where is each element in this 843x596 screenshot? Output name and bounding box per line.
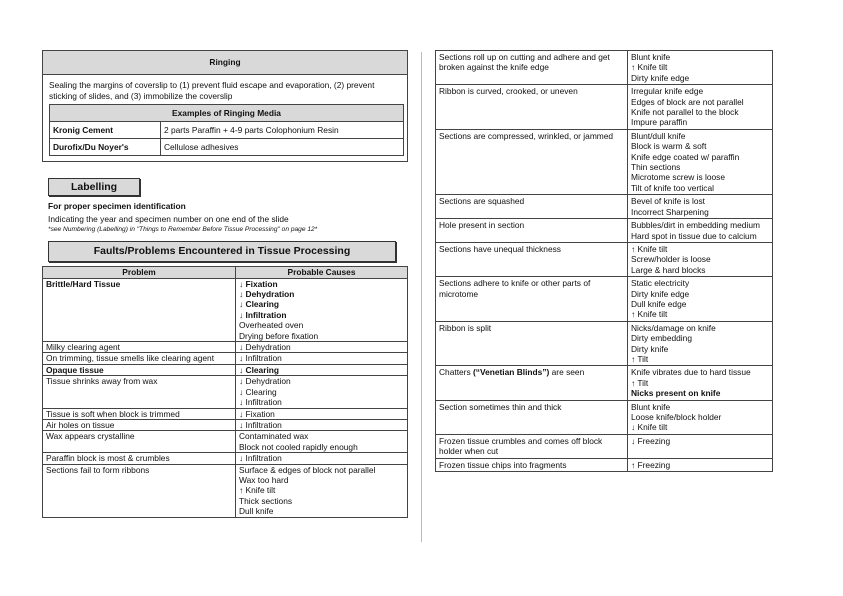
causes-cell	[628, 458, 773, 471]
cause-item: ↓ Clearing	[239, 386, 277, 397]
problem-cell: Sections have unequal thickness	[436, 242, 628, 276]
problem-cell: Sections are squashed	[436, 195, 628, 219]
table-row	[436, 129, 773, 194]
cause-item: ↑ Tilt	[631, 377, 649, 388]
problem-cell: Paraffin block is most & crumbles	[43, 453, 236, 464]
cause-item: ↓ Fixation	[239, 278, 278, 289]
causes-cell	[236, 431, 408, 453]
cause-item: ↓ Dehydration	[239, 342, 291, 353]
causes-cell	[236, 353, 408, 364]
left-column	[42, 50, 408, 518]
table-row	[43, 353, 408, 364]
causes-cell	[628, 195, 773, 219]
cause-item: ↓ Knife tilt	[631, 422, 668, 433]
cause-item: ↓ Infiltration	[239, 397, 282, 408]
cause-item: Bevel of knife is lost	[631, 196, 706, 207]
cause-item: ↑ Freezing	[631, 459, 671, 470]
table-row	[43, 342, 408, 353]
table-row	[436, 434, 773, 458]
problem-cell: Air holes on tissue	[43, 419, 236, 430]
problem-text-part: are seen	[549, 367, 585, 378]
cause-item: Wax too hard	[239, 474, 289, 485]
causes-cell	[628, 434, 773, 458]
causes-cell	[628, 129, 773, 194]
table-row	[43, 408, 408, 419]
table-row	[43, 464, 408, 517]
causes-cell	[628, 277, 773, 322]
table-row	[436, 366, 773, 400]
cause-item: Screw/holder is loose	[631, 254, 711, 265]
problem-cell: Tissue is soft when block is trimmed	[43, 408, 236, 419]
table-row	[436, 195, 773, 219]
problem-cell: Frozen tissue chips into fragments	[436, 458, 628, 471]
problem-cell: Ribbon is curved, crooked, or uneven	[436, 85, 628, 130]
problem-cell: Brittle/Hard Tissue	[43, 278, 236, 341]
cause-item: Dirty knife edge	[631, 288, 690, 299]
causes-cell	[628, 85, 773, 130]
cause-item: Block not cooled rapidly enough	[239, 441, 358, 452]
table-row	[50, 122, 404, 139]
problem-cell	[436, 366, 628, 400]
table-row	[436, 219, 773, 243]
problem-text-part: (“Venetian Blinds”)	[472, 367, 550, 378]
table-row	[43, 364, 408, 375]
problem-cell: On trimming, tissue smells like clearing agent	[43, 353, 236, 364]
problem-cell: Opaque tissue	[43, 364, 236, 375]
cause-item: Knife edge coated w/ paraffin	[631, 151, 740, 162]
cause-item: ↑ Knife tilt	[631, 62, 668, 73]
causes-cell	[236, 408, 408, 419]
cause-item: Overheated oven	[239, 320, 304, 331]
causes-cell	[236, 342, 408, 353]
cause-item: ↓ Clearing	[239, 299, 280, 310]
cause-item: ↓ Fixation	[239, 408, 275, 419]
causes-cell	[236, 364, 408, 375]
cause-item: Thick sections	[239, 495, 293, 506]
cause-item: Block is warm & soft	[631, 141, 707, 152]
causes-cell	[628, 51, 773, 85]
labelling-title: Labelling	[48, 178, 140, 196]
cause-item: Dull knife	[239, 506, 274, 517]
cause-item: Blunt/dull knife	[631, 130, 686, 141]
cause-item: Dull knife edge	[631, 298, 687, 309]
table-row	[436, 242, 773, 276]
cause-item: Loose knife/block holder	[631, 412, 722, 422]
problem-text-part: Chatters	[439, 367, 473, 378]
cause-item: Large & hard blocks	[631, 264, 706, 275]
labelling-note: *see Numbering (Labelling) in "Things to Remember Before Tissue Processing" on page 12*	[48, 226, 318, 234]
causes-cell	[236, 464, 408, 517]
cause-item: Edges of block are not parallel	[631, 96, 744, 107]
ringing-title: Ringing	[43, 51, 407, 75]
table-row	[43, 431, 408, 453]
cause-item: ↓ Infiltration	[239, 419, 282, 430]
ringing-section	[42, 50, 408, 162]
causes-cell	[628, 400, 773, 434]
col-problem-header: Problem	[43, 266, 236, 278]
problem-cell: Wax appears crystalline	[43, 431, 236, 453]
cause-item: Drying before fixation	[239, 330, 319, 341]
cause-item: Hard spot in tissue due to calcium	[631, 230, 757, 241]
causes-cell	[628, 366, 773, 400]
ringing-description: Sealing the margins of coverslip to (1) prevent fluid escape and evaporation, (2) prevent sticking of slides, and (3) immobilize the coverslip	[49, 80, 375, 101]
table-row	[50, 139, 404, 156]
problem-cell: Sections adhere to knife or other parts of microtome	[436, 277, 628, 322]
problem-cell: Ribbon is split	[436, 321, 628, 366]
table-row	[436, 400, 773, 434]
cause-item: Impure paraffin	[631, 117, 688, 128]
cause-item: ↓ Freezing	[631, 435, 671, 446]
table-row	[436, 85, 773, 130]
cause-item: ↓ Dehydration	[239, 376, 291, 387]
cause-item: Blunt knife	[631, 52, 671, 62]
right-column	[435, 50, 773, 472]
cause-item: ↑ Knife tilt	[631, 309, 668, 320]
col-causes-header: Probable Causes	[236, 266, 408, 278]
faults-table	[42, 266, 408, 518]
cause-item: ↑ Knife tilt	[239, 485, 276, 496]
causes-cell	[236, 376, 408, 408]
cause-item: Nicks/damage on knife	[631, 322, 716, 333]
ringing-media-header: Examples of Ringing Media	[50, 105, 404, 122]
table-row	[43, 453, 408, 464]
cause-item: ↓ Infiltration	[239, 309, 287, 320]
cause-item: ↓ Dehydration	[239, 289, 295, 300]
problem-cell: Section sometimes thin and thick	[436, 400, 628, 434]
cause-item: Dirty knife	[631, 343, 669, 354]
ringing-media-table	[49, 104, 404, 156]
cause-item: Microtome screw is loose	[631, 172, 726, 183]
table-row	[43, 419, 408, 430]
cause-item: Incorrect Sharpening	[631, 206, 709, 217]
cause-item: ↓ Infiltration	[239, 353, 282, 364]
table-row	[43, 376, 408, 408]
problem-cell: Sections are compressed, wrinkled, or jammed	[436, 129, 628, 194]
problem-cell: Hole present in section	[436, 219, 628, 243]
cause-item: Knife vibrates due to hard tissue	[631, 367, 751, 378]
causes-cell	[628, 219, 773, 243]
cause-item: Surface & edges of block not parallel	[239, 464, 376, 475]
cause-item: Dirty embedding	[631, 333, 692, 344]
problem-cell: Milky clearing agent	[43, 342, 236, 353]
cause-item: ↑ Tilt	[631, 353, 649, 364]
sectioning-faults-table	[435, 50, 773, 472]
cause-item: ↓ Infiltration	[239, 453, 282, 464]
cause-item: Blunt knife	[631, 401, 671, 412]
table-row	[43, 278, 408, 341]
causes-cell	[236, 278, 408, 341]
cause-item: Dirty knife edge	[631, 72, 690, 83]
problem-cell: Tissue shrinks away from wax	[43, 376, 236, 408]
cause-item: Bubbles/dirt in embedding medium	[631, 220, 760, 231]
table-row	[436, 458, 773, 471]
labelling-heading: For proper specimen identification	[48, 201, 186, 212]
cause-item: Contaminated wax	[239, 431, 309, 442]
causes-cell	[628, 242, 773, 276]
problem-cell: Sections roll up on cutting and adhere and get broken against the knife edge	[436, 51, 628, 85]
cause-item: Knife not parallel to the block	[631, 107, 739, 118]
column-divider	[421, 52, 422, 542]
media-value: 2 parts Paraffin + 4-9 parts Colophonium Resin	[161, 122, 404, 139]
causes-cell	[236, 419, 408, 430]
media-value: Cellulose adhesives	[161, 139, 404, 156]
problem-cell: Sections fail to form ribbons	[43, 464, 236, 517]
table-row	[436, 321, 773, 366]
media-name: Kronig Cement	[50, 122, 161, 139]
cause-item: Tilt of knife too vertical	[631, 182, 715, 193]
labelling-text: Indicating the year and specimen number on one end of the slide	[48, 213, 289, 224]
causes-cell	[628, 321, 773, 366]
faults-title: Faults/Problems Encountered in Tissue Processing	[48, 241, 396, 261]
problem-cell: Frozen tissue crumbles and comes off block holder when cut	[436, 434, 628, 458]
causes-cell	[236, 453, 408, 464]
cause-item: ↑ Knife tilt	[631, 243, 668, 254]
media-name: Durofix/Du Noyer's	[50, 139, 161, 156]
cause-item: Static electricity	[631, 278, 690, 289]
cause-item: Irregular knife edge	[631, 86, 704, 97]
table-row	[436, 277, 773, 322]
cause-item: Thin sections	[631, 162, 681, 173]
cause-item: ↓ Clearing	[239, 364, 280, 375]
table-row	[436, 51, 773, 85]
cause-item: Nicks present on knife	[631, 388, 721, 399]
